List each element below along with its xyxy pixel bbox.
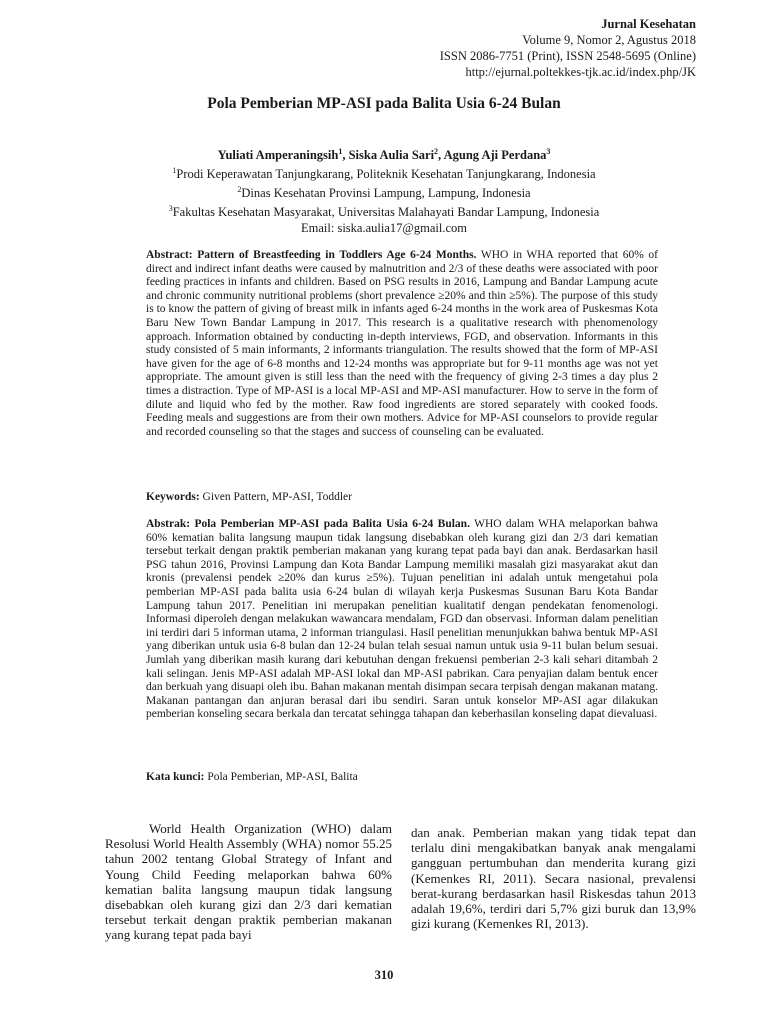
affiliation-mark: 2 (237, 185, 242, 195)
author-affil-mark: 2 (434, 147, 439, 156)
affiliation-line (0, 163, 768, 182)
author-name: Yuliati Amperaningsih (217, 148, 339, 163)
abstract-english (146, 249, 658, 439)
affiliation-text: Fakultas Kesehatan Masyarakat, Universitas Malahayati Bandar Lampung, Indonesia (172, 205, 600, 220)
affiliation-text: Dinas Kesehatan Provinsi Lampung, Lampung, Indonesia (241, 186, 531, 201)
keywords-english-text: Given Pattern, MP-ASI, Toddler (199, 491, 352, 503)
author-separator: , (342, 148, 349, 163)
page-number: 310 (374, 968, 394, 982)
author-affil-mark: 3 (546, 147, 551, 156)
abstract-indonesian-text: WHO dalam WHA melaporkan bahwa 60% kematian balita langsung maupun tidak langsung disebabkan oleh kurang gizi dan 2/3 dari kematian tersebut terkait dengan praktik pemberian makanan yang kurang tepat pada bayi dan anak. Berdasarkan hasil PSG tahun 2016, Provinsi Lampung dan Kota Bandar Lampung memiliki masalah gizi masyarakat akut dan kronis (prevalensi pendek ≥20% dan kurus ≥5%). Tujuan penelitian ini adalah untuk mengetahui pola pemberian MP-ASI pada balita usia 6-24 bulan di wilayah kerja Puskesmas Susunan Baru Kota Bandar Lampung tahun 2017. Penelitian ini merupakan penelitian kualitatif dengan pendekatan fenomenologi. Informasi diperoleh dengan melakukan wawancara mendalam, FGD dan observasi. Informan dalam penelitian ini terdiri dari 5 informan utama, 2 informan triangulasi. Hasil penelitian menunjukkan bahwa bentuk MP-ASI yang diberikan untuk usia 6-8 bulan dan 12-24 bulan telah sesuai namun untuk usia 9-11 bulan belum sesuai. Jumlah yang diberikan masih kurang dari kebutuhan dengan frekuensi pemberian 2-3 kali sehari ditambah 2 kali selingan. Jenis MP-ASI adalah MP-ASI lokal dan MP-ASI pabrikan. Cara penyajian dalam bentuk encer dan berkuah yang disuapi oleh ibu. Bahan makanan mentah disimpan secara terpisah dengan makanan matang. Makanan pantangan dan anjuran berasal dari ibu sendiri. Saran untuk konselor MP-ASI agar dilakukan pemberian konseling secara berkala dan tercatat sehingga tahapan dan keberhasilan konseling dapat dievaluasi. (146, 518, 658, 721)
abstract-indonesian-label: Abstrak: Pola Pemberian MP-ASI pada Balita Usia 6-24 Bulan. (146, 518, 470, 530)
body-column-right-text: dan anak. Pemberian makan yang tidak tepat dan terlalu dini mengakibatkan banyak anak mengalami gangguan pertumbuhan dan menderita kurang gizi (Kemenkes RI, 2011). Secara nasional, prevalensi berat-kurang berdasarkan hasil Riskesdas tahun 2013 adalah 19,6%, terdiri dari 5,7% gizi buruk dan 13,9% gizi kurang (Kemenkes RI, 2013). (411, 825, 696, 932)
keywords-english (146, 491, 658, 505)
journal-header (440, 16, 696, 80)
keywords-english-label: Keywords: (146, 491, 200, 503)
abstract-english-label: Abstract: Pattern of Breastfeeding in Toddlers Age 6-24 Months. (146, 249, 477, 261)
paper-title: Pola Pemberian MP-ASI pada Balita Usia 6-24 Bulan (207, 95, 561, 112)
journal-url[interactable]: http://ejurnal.poltekkes-tjk.ac.id/index.php/JK (465, 65, 696, 79)
author-list (0, 147, 768, 163)
journal-issn: ISSN 2086-7751 (Print), ISSN 2548-5695 (Online) (439, 49, 696, 63)
abstract-indonesian (146, 518, 658, 722)
journal-volume: Volume 9, Nomor 2, Agustus 2018 (522, 33, 696, 47)
body-column-right (411, 825, 696, 931)
body-column-left-text: World Health Organization (WHO) dalam Resolusi World Health Assembly (WHA) nomor 55.25 tahun 2002 tentang Global Strategy of Infant and Young Child Feeding melaporkan bahwa 60% kematian balita langsung maupun tidak langsung disebabkan oleh kurang gizi dan 2/3 dari kematian tersebut terkait dengan praktik pemberian makanan yang kurang tepat pada bayi (105, 821, 392, 943)
author-affil-mark: 1 (338, 147, 343, 156)
affiliations (0, 163, 768, 236)
keywords-indonesian-label: Kata kunci: (146, 771, 205, 783)
affiliation-line (0, 201, 768, 220)
author-separator: , (438, 148, 444, 163)
author-name: Siska Aulia Sari (348, 148, 435, 163)
abstract-english-text: WHO in WHA reported that 60% of direct and indirect infant deaths were caused by malnutrition and 2/3 of these deaths were associated with poor feeding practices in infants and children. Based on PSG results in 2016, Lampung and Bandar Lampung acute and chronic community nutritional problems (short prevalence ≥20% and thin ≥5%). The purpose of this study is to know the pattern of giving of breast milk in infants aged 6-24 months in the work area of Puskesmas Kota Baru New Town Bandar Lampung in 2017. This research is a qualitative research with phenomenology approach. Information obtained by conducting in-depth interviews, FGD, and observation. Informants in this study consisted of 5 main informants, 2 informants triangulation. The results showed that the form of MP-ASI have given for the age of 6-8 months and 12-24 months was appropriate but for 9-11 months age was not yet appropriate. The amount given is still less than the need with the frequency of giving 2-3 times a day plus 2 times a distraction. Type of MP-ASI is a local MP-ASI and MP-ASI manufacturer. How to serve in the form of dilute and liquid who fed by the mother. Raw food ingredients are stored separately with cooked foods. Feeding meals and suggestions are from their own mothers. Advice for MP-ASI counselors to provide regular and recorded counseling so that the stages and success of counseling can be evaluated. (146, 249, 658, 438)
affiliation-line (0, 182, 768, 201)
body-column-left (105, 821, 392, 943)
keywords-indonesian (146, 771, 658, 785)
keywords-indonesian-text: Pola Pemberian, MP-ASI, Balita (204, 771, 358, 783)
journal-name: Jurnal Kesehatan (601, 17, 696, 31)
affiliation-mark: 3 (168, 204, 173, 214)
affiliation-mark: 1 (172, 166, 177, 175)
corresponding-email[interactable]: Email: siska.aulia17@gmail.com (301, 221, 467, 236)
author-name: Agung Aji Perdana (443, 148, 547, 163)
affiliation-text: Prodi Keperawatan Tanjungkarang, Politeknik Kesehatan Tanjungkarang, Indonesia (176, 167, 596, 182)
